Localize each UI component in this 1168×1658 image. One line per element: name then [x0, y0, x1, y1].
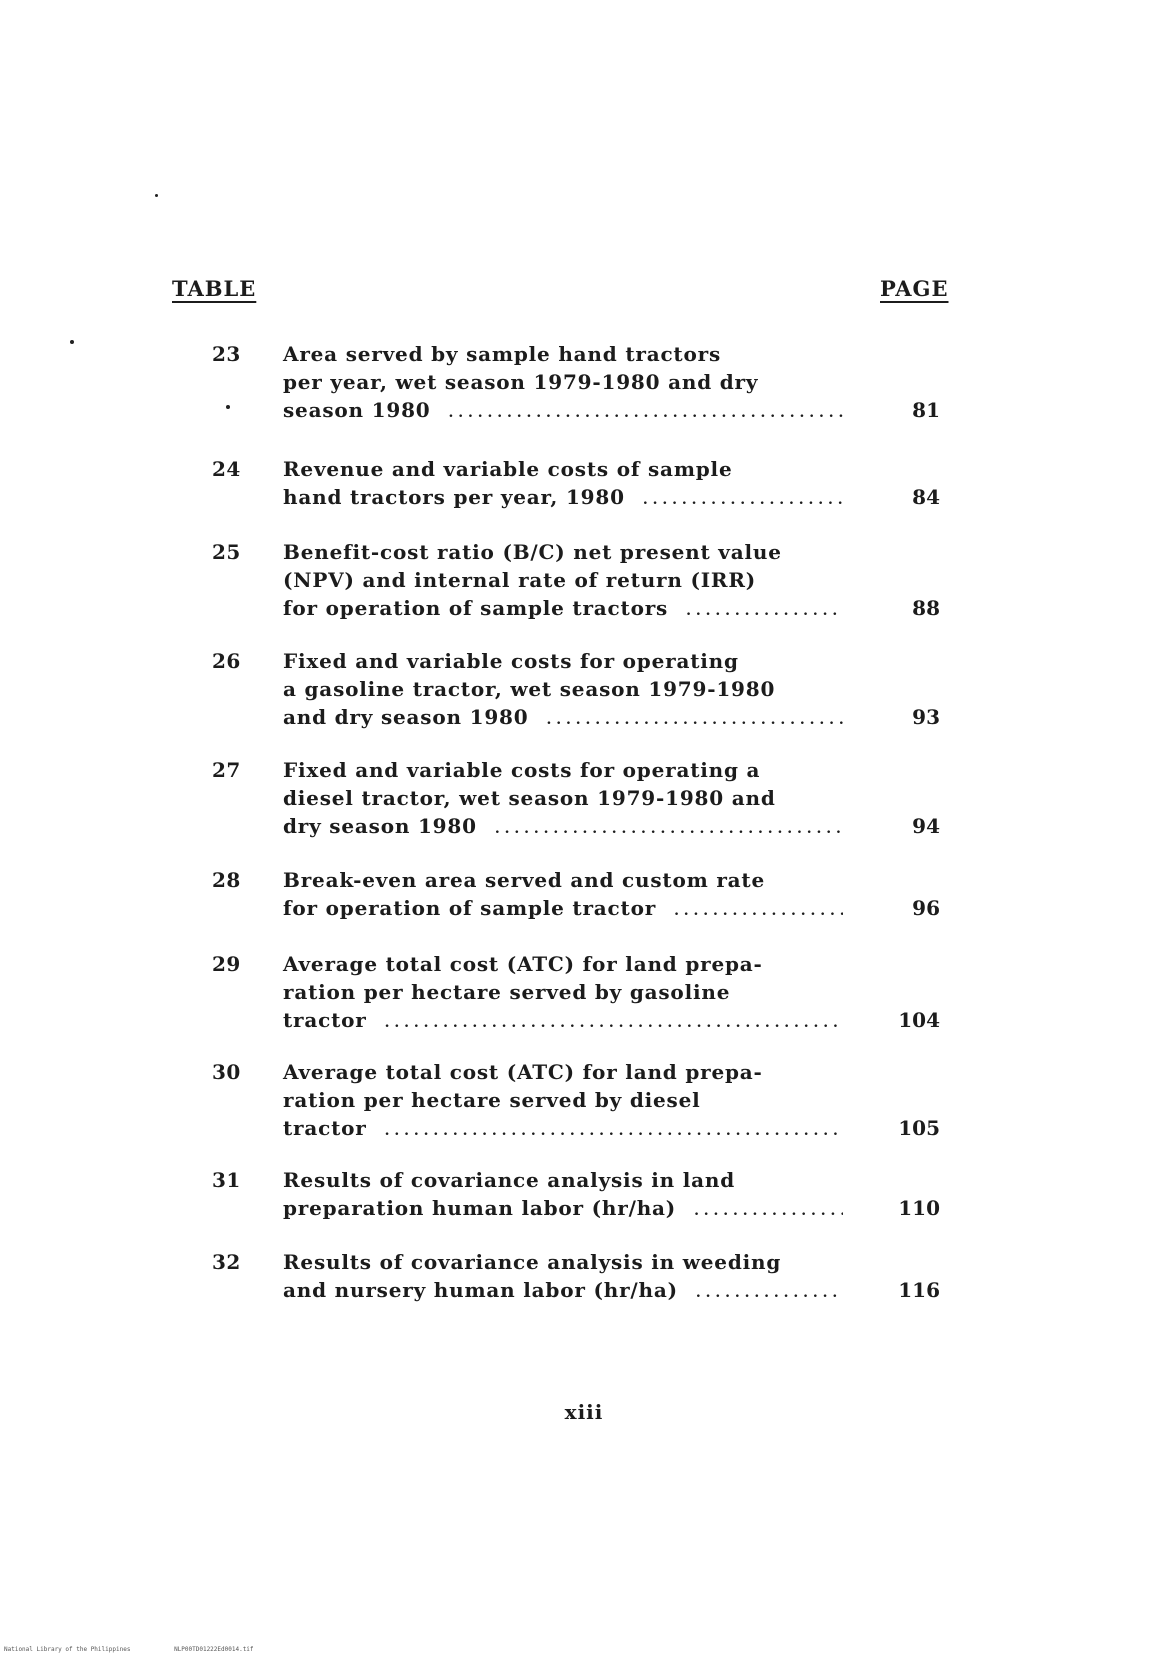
table-number: 25: [212, 540, 241, 564]
table-number: 28: [212, 868, 241, 892]
title-line: Break-even area served and custom rate: [283, 868, 765, 892]
title-line-text: tractor: [283, 1116, 367, 1140]
dot-leader: [674, 894, 843, 925]
table-title: [283, 538, 843, 622]
title-line-text: and dry season 1980: [283, 705, 529, 729]
title-line-text: season 1980: [283, 398, 431, 422]
table-title: [283, 340, 843, 424]
dot-leader: [546, 703, 843, 734]
title-line: Results of covariance analysis in land: [283, 1168, 736, 1192]
title-line: Revenue and variable costs of sample: [283, 457, 733, 481]
title-line-text: hand tractors per year, 1980: [283, 485, 625, 509]
scan-speck: [70, 340, 74, 344]
title-line-last: [283, 1276, 843, 1304]
title-line: Fixed and variable costs for operating: [283, 649, 739, 673]
table-title: [283, 866, 843, 922]
title-line-last: [283, 396, 843, 424]
scan-speck: [155, 194, 158, 197]
page-number: 116: [898, 1278, 940, 1302]
title-line-last: [283, 594, 843, 622]
table-title: [283, 647, 843, 731]
title-line-last: [283, 812, 843, 840]
table-column-header: TABLE: [172, 276, 257, 301]
table-number: 29: [212, 952, 241, 976]
title-line: a gasoline tractor, wet season 1979-1980: [283, 677, 776, 701]
page-folio: xiii: [564, 1400, 604, 1424]
page-number: 81: [912, 398, 940, 422]
page-number: 88: [912, 596, 940, 620]
dot-leader: [696, 1276, 843, 1307]
page-number: 105: [898, 1116, 940, 1140]
title-line-last: [283, 1114, 843, 1142]
dot-leader: [385, 1006, 843, 1037]
title-line: ration per hectare served by diesel: [283, 1088, 701, 1112]
table-title: [283, 756, 843, 840]
page-number: 96: [912, 896, 940, 920]
scan-speck: [226, 405, 230, 409]
scan-footer: [4, 1646, 294, 1653]
table-number: 30: [212, 1060, 241, 1084]
page-number: 93: [912, 705, 940, 729]
title-line-text: for operation of sample tractors: [283, 596, 669, 620]
page-number: 104: [898, 1008, 940, 1032]
title-line-last: [283, 483, 843, 511]
title-line-last: [283, 703, 843, 731]
table-title: [283, 950, 843, 1034]
title-line: Average total cost (ATC) for land prepa-: [283, 1060, 763, 1084]
table-title: [283, 1166, 843, 1222]
title-line: Area served by sample hand tractors: [283, 342, 722, 366]
footer-library: National Library of the Philippines: [4, 1646, 131, 1653]
title-line-last: [283, 894, 843, 922]
dot-leader: [694, 1194, 843, 1225]
title-line: diesel tractor, wet season 1979-1980 and: [283, 786, 776, 810]
title-line-last: [283, 1194, 843, 1222]
dot-leader: [643, 483, 843, 514]
page-column-header: PAGE: [880, 276, 949, 301]
dot-leader: [449, 396, 843, 427]
title-line: Fixed and variable costs for operating a: [283, 758, 761, 782]
table-number: 23: [212, 342, 241, 366]
table-title: [283, 1058, 843, 1142]
dot-leader: [495, 812, 843, 843]
page-number: 84: [912, 485, 940, 509]
page-number: 110: [898, 1196, 940, 1220]
title-line: (NPV) and internal rate of return (IRR): [283, 568, 757, 592]
table-number: 31: [212, 1168, 241, 1192]
page-number: 94: [912, 814, 940, 838]
footer-file: NLP00TD01222Ed0014.tif: [174, 1646, 254, 1653]
title-line: ration per hectare served by gasoline: [283, 980, 731, 1004]
table-title: [283, 1248, 843, 1304]
title-line-text: for operation of sample tractor: [283, 896, 657, 920]
title-line-text: dry season 1980: [283, 814, 477, 838]
table-number: 27: [212, 758, 241, 782]
dot-leader: [385, 1114, 843, 1145]
title-line: Benefit-cost ratio (B/C) net present value: [283, 540, 782, 564]
title-line-text: tractor: [283, 1008, 367, 1032]
table-title: [283, 455, 843, 511]
title-line: Average total cost (ATC) for land prepa-: [283, 952, 763, 976]
table-number: 26: [212, 649, 241, 673]
title-line-last: [283, 1006, 843, 1034]
title-line: per year, wet season 1979-1980 and dry: [283, 370, 759, 394]
title-line-text: preparation human labor (hr/ha): [283, 1196, 677, 1220]
title-line: Results of covariance analysis in weeding: [283, 1250, 782, 1274]
table-number: 24: [212, 457, 241, 481]
dot-leader: [686, 594, 843, 625]
title-line-text: and nursery human labor (hr/ha): [283, 1278, 678, 1302]
table-number: 32: [212, 1250, 241, 1274]
